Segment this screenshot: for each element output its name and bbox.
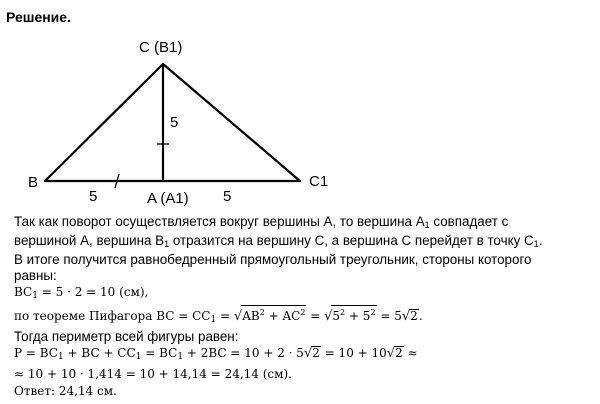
radical-sign: √ <box>324 309 333 324</box>
formula-approximation: ≈ 10 + 10 · 1,414 = 10 + 14,14 = 24,14 (см). <box>14 367 292 381</box>
radicand-2: $5^2 + 5^2$ <box>331 305 376 323</box>
solution-text <box>14 214 594 400</box>
formula-bc1: $BC_1 = 5 \cdot 2 = 10$ (см), <box>14 285 149 301</box>
radicand-1: $AB^2 + AC^2$ <box>241 305 306 323</box>
label-a-a1: A (A1) <box>147 190 189 207</box>
side-b-c <box>45 64 163 181</box>
label-b: B <box>28 174 39 191</box>
label-ba-5: 5 <box>89 188 98 205</box>
radical-sign: √ <box>386 346 396 361</box>
label-height-5: 5 <box>170 114 179 131</box>
label-ac1-5: 5 <box>223 188 232 205</box>
label-c-b1: C (B1) <box>139 39 183 56</box>
paragraph-1: Так как поворот осуществляется вокруг вершины А, то вершина $А_1$ совпадает с <box>14 214 509 230</box>
radicand-3: 2 <box>410 309 418 323</box>
label-c1: C1 <box>309 173 329 190</box>
formula-perimeter: $P = BC_1$ + BC + $CC_1 = BC_1 + 2BC = 10 + 2 \cdot 5√2 = 10 + 10√2$ ≈ <box>14 346 418 362</box>
paragraph-3: В итоге получится равнобедренный прямоугольный треугольник, стороны которого <box>14 252 532 267</box>
formula-pythagoras: по теореме Пифагора BC = $CC_1 = √AB^2 + AC^2 = √5^2 + 5^2 = 5√2$. <box>14 305 594 329</box>
radical-sign: √ <box>233 309 243 324</box>
paragraph-5: Тогда периметр всей фигуры равен: <box>14 329 239 344</box>
side-c-c1 <box>163 64 300 181</box>
radical-sign: √ <box>303 346 313 361</box>
paragraph-4: равны: <box>14 268 57 283</box>
radicand-5: 2 <box>395 346 403 360</box>
answer: Ответ: 24,14 см. <box>14 384 117 398</box>
radicand-4: 2 <box>312 346 320 360</box>
solution-heading: Решение. <box>6 9 71 25</box>
radical-sign: √ <box>401 309 411 324</box>
paragraph-2: вершиной А, вершина $В_1$ отразится на вершину С, а вершина С перейдет в точку $С_1$. <box>14 233 543 249</box>
